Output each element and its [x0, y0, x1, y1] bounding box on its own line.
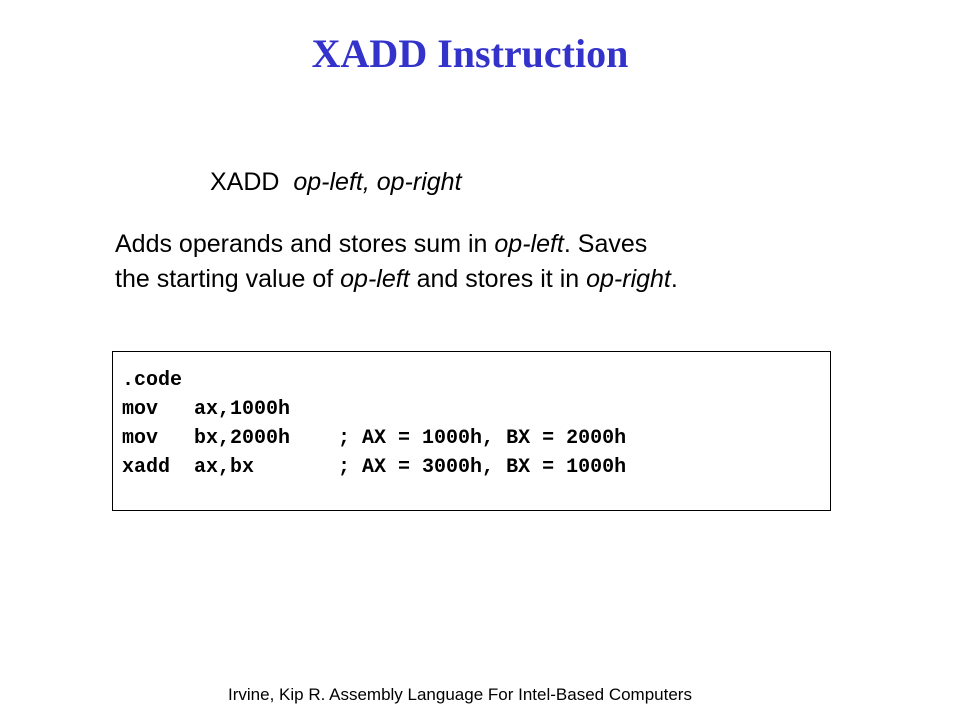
description-operand: op-left — [340, 265, 410, 293]
description-text: the starting value of — [115, 265, 341, 293]
description-operand: op-left — [494, 230, 564, 258]
instruction-syntax — [210, 168, 462, 197]
code-line: xadd ax,bx ; AX = 3000h, BX = 1000h — [122, 456, 627, 479]
description-text: and stores it in — [409, 265, 587, 293]
description-text: Adds operands and stores sum in — [115, 230, 495, 258]
code-line: mov ax,1000h — [122, 398, 291, 421]
code-line: .code — [122, 369, 183, 392]
description-line-1 — [115, 227, 678, 262]
description-line-2 — [115, 262, 678, 297]
slide-title: XADD Instruction — [311, 31, 629, 76]
description-text: . Saves — [563, 230, 648, 258]
instruction-description — [115, 227, 678, 297]
code-example — [122, 366, 626, 482]
code-example-box — [112, 351, 831, 511]
description-text: . — [670, 265, 678, 293]
syntax-operands: op-left, op-right — [293, 168, 462, 196]
slide-footer: Irvine, Kip R. Assembly Language For Intel-Based Computers — [228, 685, 692, 704]
syntax-mnemonic: XADD — [210, 168, 280, 196]
code-line: mov bx,2000h ; AX = 1000h, BX = 2000h — [122, 427, 627, 450]
description-operand: op-right — [586, 265, 671, 293]
